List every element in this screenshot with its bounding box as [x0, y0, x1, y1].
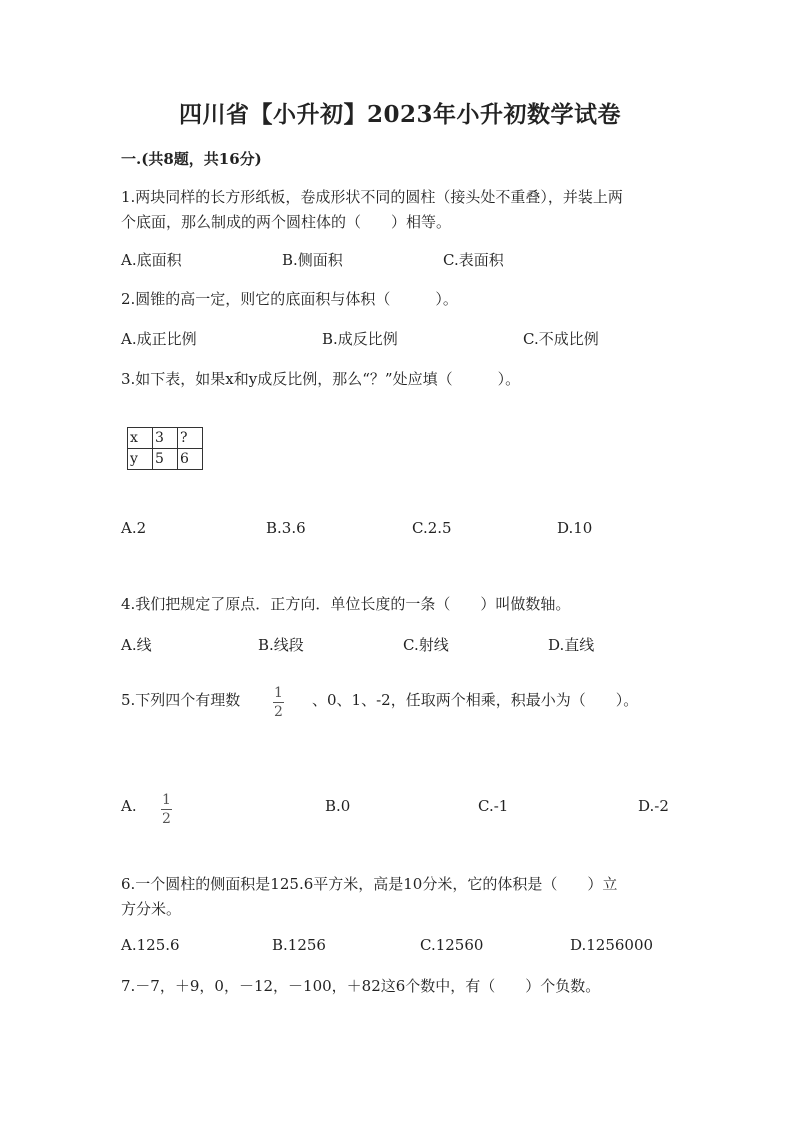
question-7: 7.－7，＋9，0，－12，－100，＋82这6个数中，有（ ）个负数。	[121, 977, 601, 995]
question-4-option-a: A.线	[121, 636, 152, 654]
fraction-denominator: 2	[274, 704, 283, 720]
section-heading: 一.(共8题，共16分)	[121, 150, 262, 168]
question-6-option-d: D.1256000	[570, 936, 654, 954]
page-title: 四川省【小升初】2023年小升初数学试卷	[178, 101, 621, 128]
fraction-one-half	[273, 682, 284, 720]
table-row	[128, 428, 203, 449]
question-6-option-a: A.125.6	[121, 936, 180, 954]
fraction-bar	[273, 702, 284, 703]
table-cell: x	[128, 428, 153, 449]
question-4-option-d: D.直线	[548, 636, 595, 654]
question-2-option-a: A.成正比例	[121, 330, 197, 348]
fraction-numerator: 1	[274, 685, 283, 701]
question-1-line-2: 个底面，那么制成的两个圆柱体的（ ）相等。	[121, 213, 452, 231]
question-6-option-b: B.1256	[272, 936, 326, 954]
question-4-option-c: C.射线	[403, 636, 449, 654]
question-4-option-b: B.线段	[258, 636, 304, 654]
question-3-option-c: C.2.5	[412, 519, 452, 537]
question-6-line-1: 6.一个圆柱的侧面积是125.6平方米，高是10分米，它的体积是（ ）立	[121, 875, 618, 893]
fraction-numerator: 1	[162, 792, 171, 808]
question-6-line-2: 方分米。	[121, 900, 182, 918]
question-3-option-a: A.2	[121, 519, 147, 537]
table-cell: 3	[153, 428, 178, 449]
xy-table	[127, 427, 203, 470]
question-5-option-c: C.-1	[478, 797, 509, 815]
question-1	[121, 185, 623, 235]
question-5-option-b: B.0	[325, 797, 351, 815]
question-6-option-c: C.12560	[420, 936, 484, 954]
question-2: 2.圆锥的高一定，则它的底面积与体积（ ）。	[121, 290, 458, 308]
question-4: 4.我们把规定了原点．正方向．单位长度的一条（ ）叫做数轴。	[121, 595, 571, 613]
table-cell: 6	[178, 449, 203, 470]
table-cell: 5	[153, 449, 178, 470]
fraction-bar	[161, 809, 172, 810]
question-1-option-c: C.表面积	[443, 251, 504, 269]
table-cell: ?	[178, 428, 203, 449]
table-row	[128, 449, 203, 470]
question-3: 3.如下表，如果x和y成反比例，那么“？”处应填（ ）。	[121, 370, 521, 388]
question-2-option-c: C.不成比例	[523, 330, 599, 348]
question-5-suffix: 、0、1、-2，任取两个相乘，积最小为（ ）。	[312, 691, 639, 709]
question-1-line-1: 1.两块同样的长方形纸板，卷成形状不同的圆柱（接头处不重叠），并装上两	[121, 188, 623, 206]
question-1-option-a: A.底面积	[121, 251, 182, 269]
question-5-prefix: 5.下列四个有理数	[121, 691, 241, 709]
question-2-option-b: B.成反比例	[322, 330, 398, 348]
fraction-denominator: 2	[162, 811, 171, 827]
table-cell: y	[128, 449, 153, 470]
question-5-option-a-fraction	[161, 789, 172, 827]
question-1-option-b: B.侧面积	[282, 251, 343, 269]
question-3-option-d: D.10	[557, 519, 593, 537]
question-5-option-d: D.-2	[638, 797, 669, 815]
question-5-option-a-label: A.	[121, 797, 137, 815]
question-6	[121, 872, 617, 922]
question-3-option-b: B.3.6	[266, 519, 306, 537]
